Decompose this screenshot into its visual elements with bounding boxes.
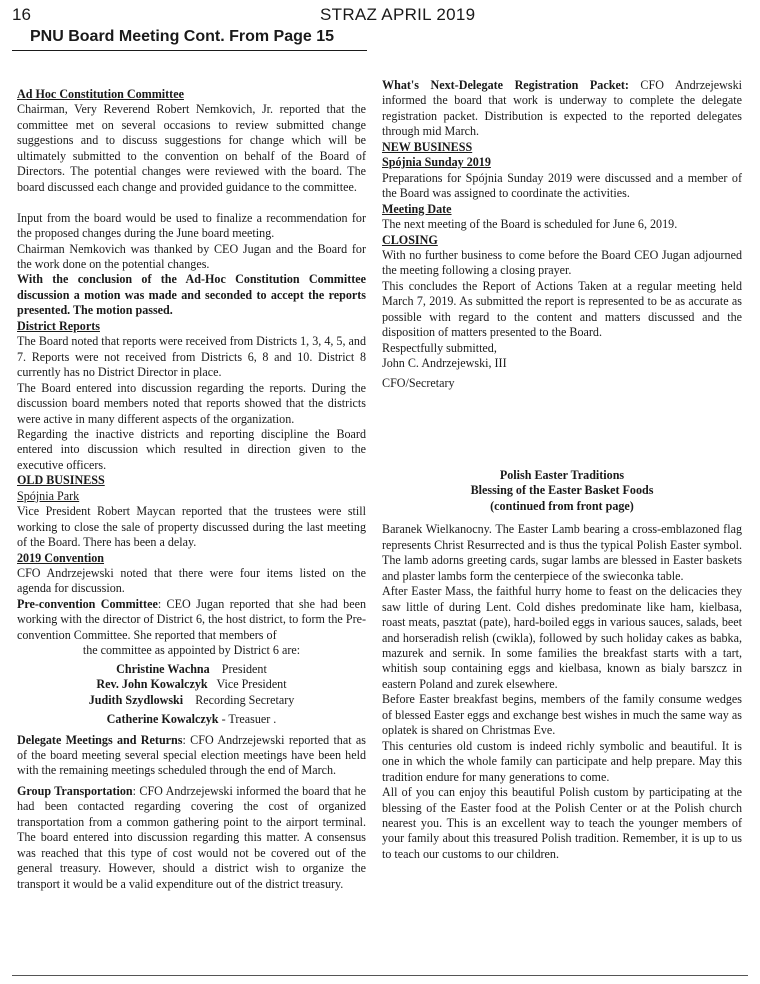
spojnia-park-paragraph: Vice President Robert Maycan reported that the trustees were still working to close the sale of property discussed during the last meeting of the Board. There has been a delay. bbox=[17, 504, 366, 550]
publication-title: STRAZ APRIL 2019 bbox=[320, 5, 476, 24]
officer-name: Rev. John Kowalczyk bbox=[96, 677, 208, 692]
officer-line bbox=[17, 712, 366, 727]
district-paragraph-2: The Board entered into discussion regarding the reports. During the discussion board members noted that reports showed that the districts were active in many different aspects of the organization. bbox=[17, 380, 366, 426]
meeting-date-paragraph: The next meeting of the Board is scheduled for June 6, 2019. bbox=[382, 217, 678, 232]
closing-paragraph-2: This concludes the Report of Actions Taken at a regular meeting held March 7, 2019. As submitted the report is represented to be as accurate as possible with regard to the content and matters discussed and the disposition of matters presented to the Board. bbox=[382, 278, 742, 340]
convention-paragraph: CFO Andrzejewski noted that there were four items listed on the agenda for discussion. bbox=[17, 566, 366, 596]
article-paragraph-5: All of you can enjoy this beautiful Polish custom by participating at the blessing of the Easter food at the Polish Center or at the Polish church nearest you. This is an excellent way to teach the younger members of your family about this treasured Polish tradition. Remember, it is up to us to teach our customs to our children. bbox=[382, 785, 742, 861]
section-title: PNU Board Meeting Cont. From Page 15 bbox=[30, 28, 335, 45]
left-column bbox=[17, 87, 366, 892]
delegate-paragraph bbox=[17, 733, 366, 779]
officer-role: Vice President bbox=[216, 677, 287, 692]
adhoc-heading: Ad Hoc Constitution Committee bbox=[17, 87, 184, 101]
easter-article bbox=[382, 468, 742, 862]
whats-next-label: What's Next-Delegate Registration Packet: bbox=[382, 78, 629, 92]
whats-next-paragraph bbox=[382, 78, 742, 140]
district-heading: District Reports bbox=[17, 318, 100, 333]
page-number: 16 bbox=[12, 5, 31, 24]
old-business-heading: OLD BUSINESS bbox=[17, 473, 105, 488]
group-text: : CFO Andrzejewski informed the board that he had been contacted regarding covering the cost of organized transportation from a common gathering point to the airport terminal. The board entered into discussion regarding this matter. A consensus was reached that this type of cost would not be covered out of the general treasury. However, should a district wish to organize the transport it would be a valid expenditure out of the district treasury. bbox=[17, 783, 366, 891]
article-body bbox=[382, 522, 742, 862]
adhoc-paragraph-3: Chairman Nemkovich was thanked by CEO Jugan and the Board for the work done on the potential changes. bbox=[17, 241, 366, 271]
closing-heading: CLOSING bbox=[382, 232, 438, 247]
group-paragraph bbox=[17, 784, 366, 892]
delegate-label: Delegate Meetings and Returns bbox=[17, 732, 183, 747]
precon-paragraph bbox=[17, 597, 366, 643]
precon-label: Pre-convention Committee bbox=[17, 596, 158, 611]
officer-name: Catherine Kowalczyk bbox=[106, 712, 219, 727]
header-rule bbox=[12, 50, 367, 51]
officer-line bbox=[17, 693, 366, 708]
precon-center-line: the committee as appointed by District 6 are: bbox=[82, 643, 301, 658]
article-subtitle: Blessing of the Easter Basket Foods bbox=[470, 483, 654, 498]
delegate-text: : CFO Andrzejewski reported that as of the board meeting several special election meetings have been held with the remaining meetings scheduled through the end of March. bbox=[17, 732, 366, 778]
district-paragraph-1: The Board noted that reports were received from Districts 1, 3, 4, 5, and 7. Reports were not received from Districts 6, 8 and 10. District 8 currently has no District Director in place. bbox=[17, 334, 366, 380]
signer-name: John C. Andrzejewski, III bbox=[382, 356, 507, 371]
article-paragraph-2: After Easter Mass, the faithful hurry home to feast on the delicacies they saw little of during Lent. Cold dishes predominate like ham, kielbasa, roast meats, pasztat (pate), hard-boiled eggs in various sauces, salads, beet and horseradish relish (cwikla), followed by such holiday cakes as babka, mazurek and sernik. In some families the breakfast starts with a tart, whitish soup containing eggs and kielbasa, known as bialy barszcz in eastern Poland and zurek elsewhere. bbox=[382, 584, 743, 691]
signer-title: CFO/Secretary bbox=[382, 375, 455, 390]
article-continued-note: (continued from front page) bbox=[490, 498, 634, 513]
bottom-rule bbox=[12, 975, 748, 976]
district-paragraph-3: Regarding the inactive districts and reporting discipline the Board entered into discussion which resulted in direction given to the executive officers. bbox=[17, 426, 366, 472]
officer-role: - Treasuer . bbox=[221, 712, 277, 727]
right-column bbox=[382, 78, 742, 391]
spojnia-park-heading: Spójnia Park bbox=[17, 488, 80, 503]
adhoc-paragraph-2: Input from the board would be used to finalize a recommendation for the proposed changes during the June board meeting. bbox=[17, 210, 366, 241]
spojnia-sunday-heading: Spójnia Sunday 2019 bbox=[382, 155, 491, 170]
article-title: Polish Easter Traditions bbox=[499, 468, 625, 482]
officer-name: Christine Wachna bbox=[116, 661, 210, 676]
adhoc-paragraph-1: Chairman, Very Reverend Robert Nemkovich, Jr. reported that the committee met on several occasions to review submitted change suggestions and to discuss suggestions for change which will be ultimately submitted to the convention on behalf of the Board of Directors. The potential changes were reviewed with the board. The board discussed each change and provided guidance to the committee. bbox=[17, 102, 366, 194]
new-business-heading: NEW BUSINESS bbox=[382, 139, 473, 154]
article-paragraph-1: Baranek Wielkanocny. The Easter Lamb bearing a cross-emblazoned flag represents Christ Resurrected and is thus the typical Polish Easter symbol. The lamb adorns greeting cards, sugar lambs are blessed in Easter baskets and plaster lambs form the centerpiece of the swieconka table. bbox=[382, 522, 742, 583]
closing-paragraph-1: With no further business to come before the Board CEO Jugan adjourned the meeting following a closing prayer. bbox=[382, 247, 742, 278]
officer-role: President bbox=[221, 661, 267, 676]
officer-line bbox=[17, 677, 366, 692]
sign-off: Respectfully submitted, bbox=[382, 340, 497, 355]
adhoc-motion: With the conclusion of the Ad-Hoc Constitution Committee discussion a motion was made and seconded to accept the reports presented. The motion passed. bbox=[17, 272, 366, 318]
precon-text: : CEO Jugan reported that she had been working with the director of District 6, the host district, to form the Pre-convention Committee. She reported that members of bbox=[17, 596, 366, 642]
meeting-date-heading: Meeting Date bbox=[382, 201, 452, 216]
spacer bbox=[17, 195, 366, 210]
officer-role: Recording Secretary bbox=[195, 692, 295, 707]
spojnia-sunday-paragraph: Preparations for Spójnia Sunday 2019 were discussed and a member of the Board was assigned to coordinate the activities. bbox=[382, 170, 742, 201]
article-paragraph-3: Before Easter breakfast begins, members of the family consume wedges of blessed Easter eggs and exchange best wishes in much the same way as oplatek is shared on Christmas Eve. bbox=[382, 692, 742, 738]
group-label: Group Transportation bbox=[17, 783, 133, 798]
officer-name: Judith Szydlowski bbox=[88, 692, 184, 707]
whats-next-text: CFO Andrzejewski informed the board that work is underway to complete the delegate registration packet. Distribution is expected to the reported delegates through mid March. bbox=[382, 78, 742, 139]
convention-heading: 2019 Convention bbox=[17, 550, 105, 565]
officer-line bbox=[17, 662, 366, 677]
article-paragraph-4: This centuries old custom is indeed richly symbolic and beautiful. It is one in which the whole family can participate and help prepare. May this tradition endure for many generations to come. bbox=[382, 738, 742, 784]
